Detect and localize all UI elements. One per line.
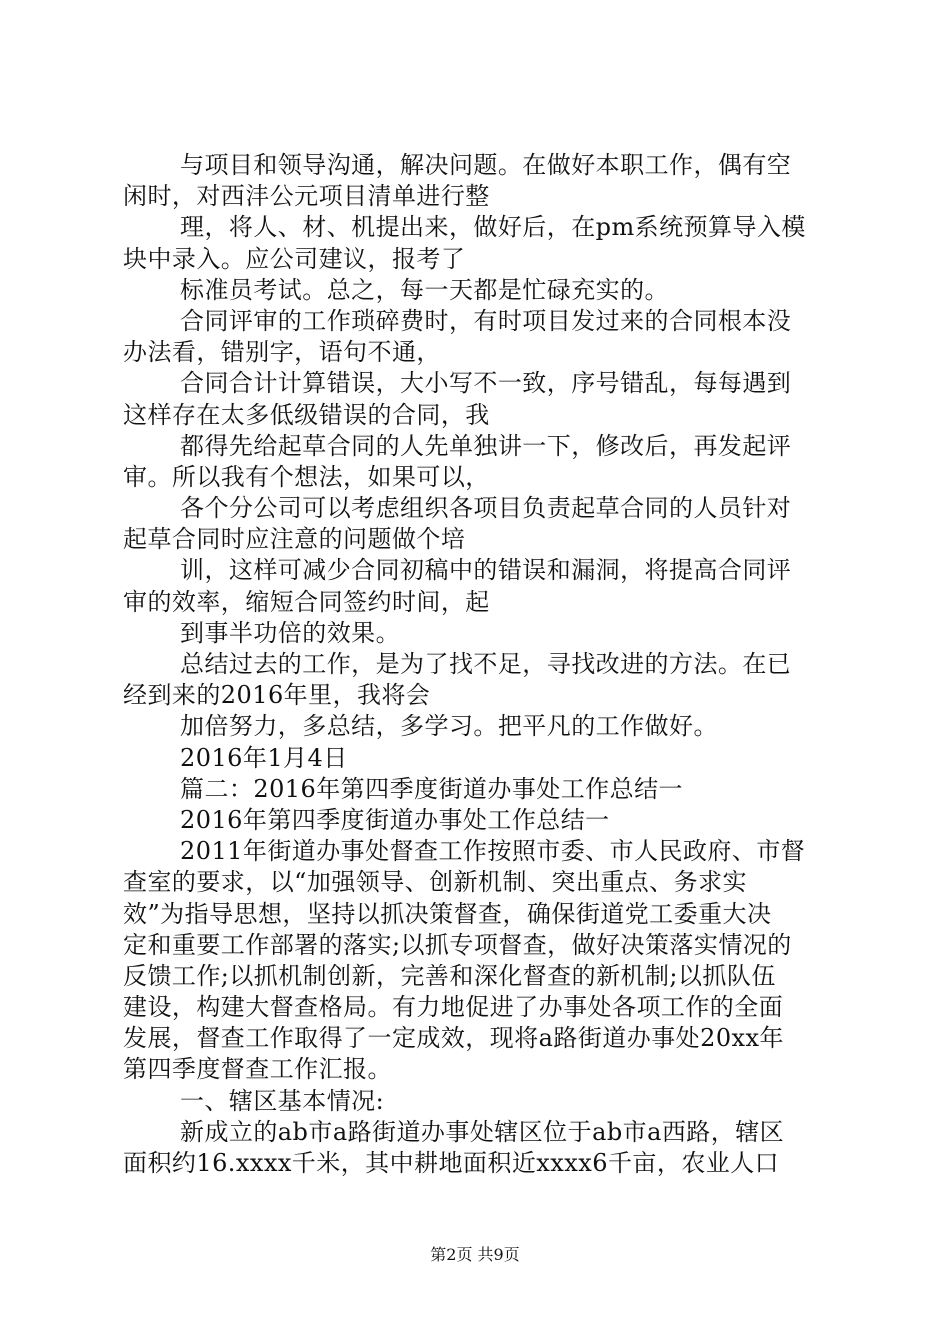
text-line: 面积约16.xxxx千米，其中耕地面积近xxxx6千亩，农业人口 — [123, 1149, 780, 1177]
text-line: 加倍努力，多总结，多学习。把平凡的工作做好。 — [180, 712, 718, 741]
text-line: 与项目和领导沟通，解决问题。在做好本职工作，偶有空 — [180, 151, 792, 179]
text-line: 2011年街道办事处督查工作按照市委、市人民政府、市督 — [180, 837, 806, 866]
text-line: 办法看，错别字，语句不通， — [123, 338, 441, 367]
document-body — [123, 150, 835, 1179]
text-line: 篇二：2016年第四季度街道办事处工作总结一 — [180, 774, 683, 803]
text-line: 合同合计计算错误，大小写不一致，序号错乱，每每遇到 — [180, 369, 792, 398]
text-line: 查室的要求，以“加强领导、创新机制、突出重点、务求实 — [123, 868, 747, 897]
text-line: 发展，督查工作取得了一定成效，现将a路街道办事处20xx年 — [123, 1024, 784, 1053]
text-line: 经到来的2016年里，我将会 — [123, 681, 431, 710]
text-line: 起草合同时应注意的问题做个培 — [123, 525, 466, 554]
text-line: 2016年第四季度街道办事处工作总结一 — [180, 805, 610, 834]
text-line: 块中录入。应公司建议，报考了 — [123, 244, 466, 273]
text-line: 新成立的ab市a路街道办事处辖区位于ab市a西路，辖区 — [180, 1117, 785, 1146]
text-line: 一、辖区基本情况: — [180, 1086, 385, 1115]
text-line: 各个分公司可以考虑组织各项目负责起草合同的人员针对 — [180, 494, 792, 523]
text-line: 都得先给起草合同的人先单独讲一下，修改后，再发起评 — [180, 431, 792, 460]
text-line: 2016年1月4日 — [180, 743, 348, 772]
text-line: 闲时，对西沣公元项目清单进行整 — [123, 182, 490, 211]
text-line: 理，将人、材、机提出来，做好后，在pm系统预算导入模 — [180, 213, 806, 242]
text-line: 第四季度督查工作汇报。 — [123, 1055, 392, 1084]
text-line: 到事半功倍的效果。 — [180, 618, 401, 647]
text-line: 定和重要工作部署的落实;以抓专项督查，做好决策落实情况的 — [123, 930, 792, 959]
text-line: 效”为指导思想，坚持以抓决策督查，确保街道党工委重大决 — [123, 899, 772, 928]
text-line: 标准员考试。总之，每一天都是忙碌充实的。 — [180, 275, 669, 304]
text-line: 总结过去的工作，是为了找不足，寻找改进的方法。在已 — [180, 650, 792, 678]
text-line: 建设，构建大督查格局。有力地促进了办事处各项工作的全面 — [123, 993, 784, 1022]
text-line: 反馈工作;以抓机制创新，完善和深化督查的新机制;以抓队伍 — [123, 961, 776, 990]
text-line: 合同评审的工作琐碎费时，有时项目发过来的合同根本没 — [180, 306, 792, 335]
text-line: 训，这样可减少合同初稿中的错误和漏洞，将提高合同评 — [180, 556, 792, 585]
text-line: 审。所以我有个想法，如果可以， — [123, 462, 490, 491]
text-line: 这样存在太多低级错误的合同，我 — [123, 400, 490, 429]
page-footer: 第2页 共9页 — [430, 1245, 520, 1264]
text-line: 审的效率，缩短合同签约时间，起 — [123, 587, 490, 616]
